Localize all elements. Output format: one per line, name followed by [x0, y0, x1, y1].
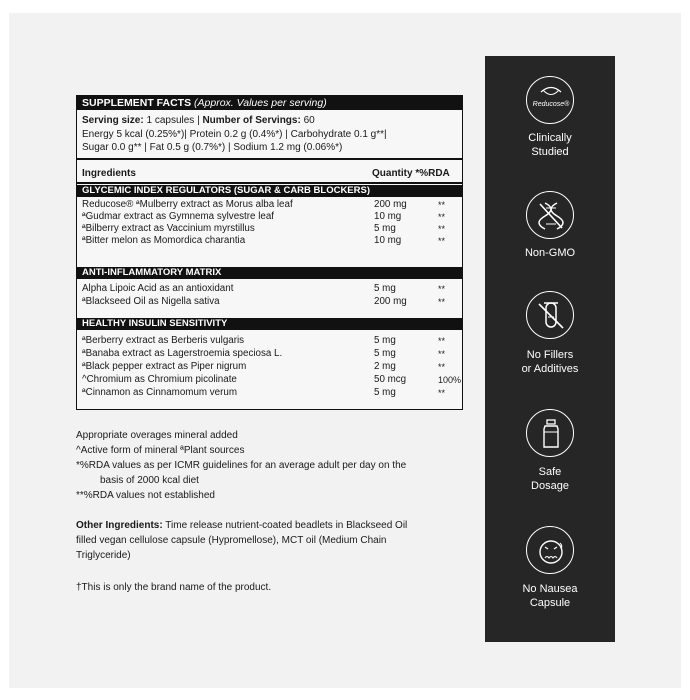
other-ingredients-line2: filled vegan cellulose capsule (Hypromellose), MCT oil (Medium Chain: [76, 535, 387, 546]
note-overages: Appropriate overages mineral added: [76, 430, 238, 441]
ingredient-row: [82, 223, 458, 235]
ingredient-row: [82, 235, 458, 247]
facts-subtitle: (Approx. Values per serving): [194, 97, 327, 109]
badge-label: No Fillers: [526, 349, 574, 361]
ingredient-name: ªBlackseed Oil as Nigella sativa: [82, 296, 220, 307]
ingredient-quantity: 5 mg: [374, 283, 396, 294]
badge-label: Safe: [538, 466, 562, 478]
ingredient-name: Reducose® ªMulberry extract as Morus alba leaf: [82, 199, 293, 210]
dna-crossed-icon: [526, 191, 574, 239]
ingredient-row: [82, 283, 458, 295]
ingredient-row: [82, 348, 458, 360]
ingredient-name: ^Chromium as Chromium picolinate: [82, 374, 237, 385]
sugar-line: Sugar 0.0 g** | Fat 0.5 g (0.7%*) | Sodium 1.2 mg (0.06%*): [82, 142, 343, 153]
ingredient-quantity: 2 mg: [374, 361, 396, 372]
other-ingredients-label: Other Ingredients:: [76, 520, 163, 531]
ingredients-column-header: Ingredients: [82, 168, 136, 179]
badge-label: Capsule: [529, 597, 571, 609]
badge-label: or Additives: [521, 363, 579, 375]
other-ingredients: [76, 520, 407, 533]
reducose-logo-text: Reducose®: [532, 101, 570, 108]
ingredient-row: [82, 387, 458, 399]
ingredient-rda: **: [438, 200, 446, 210]
badge-label: Dosage: [531, 480, 569, 492]
divider: [77, 182, 462, 184]
ingredient-quantity: 5 mg: [374, 223, 396, 234]
section-header: ANTI-INFLAMMATORY MATRIX: [77, 267, 462, 279]
ingredient-rda: **: [438, 349, 446, 359]
ingredient-name: ªBitter melon as Momordica charantia: [82, 235, 246, 246]
servings-label: Number of Servings:: [202, 115, 301, 126]
section-header: GLYCEMIC INDEX REGULATORS (SUGAR & CARB BLOCKERS): [77, 185, 462, 197]
ingredient-row: [82, 361, 458, 373]
ingredient-rda: **: [438, 224, 446, 234]
quantity-column-header: Quantity *%RDA: [372, 168, 450, 179]
ingredient-quantity: 5 mg: [374, 335, 396, 346]
note-rda-basis: *%RDA values as per ICMR guidelines for an average adult per day on the: [76, 460, 407, 471]
supplement-facts-box: [76, 95, 463, 410]
ingredient-name: ªGudmar extract as Gymnema sylvestre leaf: [82, 211, 275, 222]
ingredient-quantity: 200 mg: [374, 199, 407, 210]
badge-label: Clinically: [528, 132, 572, 144]
facts-title: SUPPLEMENT FACTS: [82, 97, 192, 109]
ingredient-quantity: 5 mg: [374, 387, 396, 398]
ingredient-quantity: 5 mg: [374, 348, 396, 359]
serving-line: [82, 114, 315, 127]
ingredient-quantity: 10 mg: [374, 211, 402, 222]
badge-label: Non-GMO: [524, 247, 576, 259]
badge-label: No Nausea: [522, 583, 578, 595]
ingredient-row: [82, 374, 462, 386]
servings-value: 60: [303, 115, 315, 126]
ingredient-row: [82, 335, 458, 347]
serving-size-value: 1 capsules |: [146, 115, 200, 126]
ingredient-row: [82, 199, 458, 211]
ingredient-quantity: 10 mg: [374, 235, 402, 246]
test-tube-crossed-icon: [526, 291, 574, 339]
note-rda-not-established: **%RDA values not established: [76, 490, 215, 501]
ingredient-quantity: 200 mg: [374, 296, 407, 307]
ingredient-row: [82, 296, 458, 308]
ingredient-rda: **: [438, 362, 446, 372]
benefits-sidebar: [485, 56, 615, 642]
ingredient-name: ªBerberry extract as Berberis vulgaris: [82, 335, 245, 346]
serving-size-label: Serving size:: [82, 115, 144, 126]
ingredient-name: ªBlack pepper extract as Piper nigrum: [82, 361, 247, 372]
ingredient-name: ªCinnamon as Cinnamomum verum: [82, 387, 237, 398]
note-rda-basis-cont: basis of 2000 kcal diet: [100, 475, 199, 486]
ingredient-name: Alpha Lipoic Acid as an antioxidant: [82, 283, 234, 294]
bottle-icon: [526, 409, 574, 457]
reducose-logo-icon: [526, 76, 574, 124]
ingredient-row: [82, 211, 458, 223]
ingredient-rda: 100%: [438, 375, 462, 385]
note-active-form: ^Active form of mineral ªPlant sources: [76, 445, 245, 456]
badge-label: Studied: [531, 146, 569, 158]
other-ingredients-text: Time release nutrient-coated beadlets in Blackseed Oil: [162, 520, 408, 531]
ingredient-name: ªBanaba extract as Lagerstroemia speciosa L.: [82, 348, 283, 359]
ingredient-rda: **: [438, 284, 446, 294]
brand-note: †This is only the brand name of the product.: [76, 582, 272, 593]
other-ingredients-line3: Triglyceride): [76, 550, 131, 561]
section-header: HEALTHY INSULIN SENSITIVITY: [77, 318, 462, 330]
ingredient-rda: **: [438, 388, 446, 398]
nausea-face-icon: [526, 526, 574, 574]
ingredient-rda: **: [438, 236, 446, 246]
divider: [77, 158, 462, 160]
energy-line: Energy 5 kcal (0.25%*)| Protein 0.2 g (0.4%*) | Carbohydrate 0.1 g**|: [82, 129, 387, 140]
ingredient-rda: **: [438, 212, 446, 222]
facts-header: [77, 96, 462, 110]
ingredient-rda: **: [438, 336, 446, 346]
ingredient-quantity: 50 mcg: [374, 374, 407, 385]
ingredient-rda: **: [438, 297, 446, 307]
ingredient-name: ªBilberry extract as Vaccinium myrstillus: [82, 223, 255, 234]
